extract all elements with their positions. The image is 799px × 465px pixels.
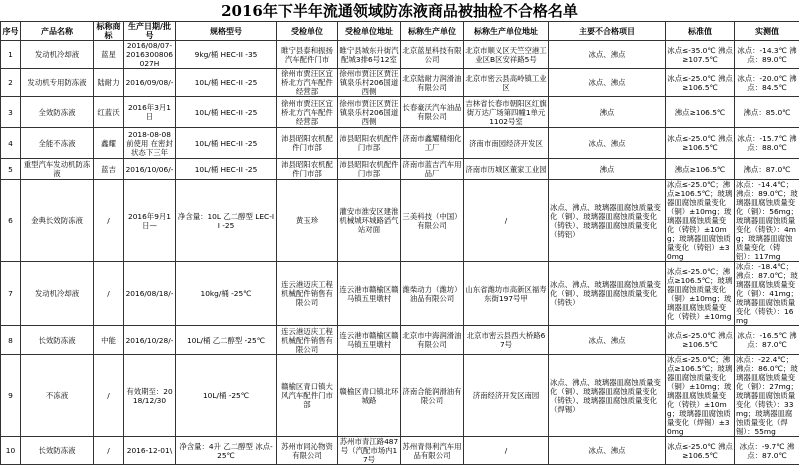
cell-measured-value: 冰点：-14.3℃ 沸点：89.0℃ xyxy=(735,41,799,69)
cell-manufacturer-address: 济南市南园经济开发区 xyxy=(464,128,549,159)
header-inspected-unit: 受检单位 xyxy=(277,22,338,41)
cell-manufacturer-address: 北京市密云县西大桥路67号 xyxy=(464,326,549,355)
cell-spec-model: 10L/桶 HEC-II -25 xyxy=(176,128,277,159)
cell-measured-value: 冰点：-16.5℃ 沸点：87.0℃ xyxy=(735,326,799,355)
header-manufacturer: 标称生产单位 xyxy=(401,22,464,41)
cell-production-date: 2016年9月1日— xyxy=(124,180,176,262)
cell-measured-value: 沸点：87.0℃ xyxy=(735,159,799,180)
cell-seq: 7 xyxy=(1,262,21,326)
cell-product-name: 发动机冷却液 xyxy=(21,262,94,326)
results-table xyxy=(0,21,799,465)
cell-production-date: 2016/09/08/- xyxy=(124,69,176,97)
cell-manufacturer: 北京陆耐力润滑油有限公司 xyxy=(401,69,464,97)
cell-seq: 9 xyxy=(1,355,21,437)
cell-product-name: 重型汽车发动机防冻液 xyxy=(21,159,94,180)
cell-inspected-address: 徐州市贾汪区贾汪镇泉乐村206国道西侧 xyxy=(338,97,401,128)
document-title: 2016年下半年流通领域防冻液商品被抽检不合格名单 xyxy=(0,2,799,20)
header-failed-items: 主要不合格项目 xyxy=(549,22,666,41)
table-row xyxy=(1,41,799,69)
cell-failed-items: 冰点、沸点 xyxy=(549,437,666,465)
cell-inspected-unit: 沛县昭阳农机配件门市部 xyxy=(277,128,338,159)
header-production-date: 生产日期/批号 xyxy=(124,22,176,41)
header-standard-value: 标准值 xyxy=(666,22,735,41)
cell-seq: 5 xyxy=(1,159,21,180)
cell-standard-value: 沸点≥106.5℃ xyxy=(666,97,735,128)
cell-failed-items: 沸点 xyxy=(549,97,666,128)
cell-seq: 1 xyxy=(1,41,21,69)
cell-brand: / xyxy=(94,262,124,326)
cell-standard-value: 冰点≤-25.0℃；沸点≥106.5℃；玻璃器皿腐蚀质量变化（铜）±10mg；玻璃器皿腐蚀质量变化（铸铁）±10mg；玻璃器皿腐蚀质量变化（焊锡）±30mg xyxy=(666,355,735,437)
cell-production-date: 2018-08-08 前使用 在密封状态下三年 xyxy=(124,128,176,159)
cell-product-name: 金典长效防冻液 xyxy=(21,180,94,262)
table-row xyxy=(1,437,799,465)
cell-manufacturer: 三美科技（中国）有限公司 xyxy=(401,180,464,262)
cell-manufacturer: 济南市鑫耀精细化工厂 xyxy=(401,128,464,159)
cell-failed-items: 冰点、沸点、玻璃器皿腐蚀质量变化（铜）、玻璃器皿腐蚀质量变化（铸铁） xyxy=(549,262,666,326)
cell-measured-value: 冰点：-14.4℃；沸点：89.0℃；玻璃器皿腐蚀质量变化（铜）：56mg；玻璃器皿腐蚀质量变化（铸铁）：4mg；玻璃器皿腐蚀质量变化（铸铝）：117mg xyxy=(735,180,799,262)
cell-failed-items: 冰点、沸点 xyxy=(549,326,666,355)
cell-product-name: 全能不冻液 xyxy=(21,128,94,159)
table-row xyxy=(1,69,799,97)
table-row xyxy=(1,262,799,326)
cell-failed-items: 冰点、沸点 xyxy=(549,41,666,69)
cell-measured-value: 冰点：-15.7℃ 沸点：88.0℃ xyxy=(735,128,799,159)
cell-standard-value: 冰点≤-25.0℃；沸点≥106.5℃；玻璃器皿腐蚀质量变化（铜）±10mg；玻璃器皿腐蚀质量变化（铸铁）±10mg xyxy=(666,262,735,326)
cell-failed-items: 冰点、沸点 xyxy=(549,69,666,97)
cell-failed-items: 冰点、沸点 xyxy=(549,128,666,159)
cell-brand: / xyxy=(94,355,124,437)
cell-product-name: 发动机专用防冻液 xyxy=(21,69,94,97)
cell-standard-value: 冰点≤-35.0℃ 沸点≥107.5℃ xyxy=(666,41,735,69)
cell-inspected-address: 连云港市赣榆区赣马镇五里墩村 xyxy=(338,326,401,355)
cell-manufacturer-address: 山东省潍坊市高新区福寿东街197号甲 xyxy=(464,262,549,326)
table-body xyxy=(1,41,799,465)
cell-manufacturer: 苏州青得利汽车用品有限公司 xyxy=(401,437,464,465)
table-row xyxy=(1,97,799,128)
cell-seq: 2 xyxy=(1,69,21,97)
cell-inspected-address: 沛县昭阳农机配件门市部 xyxy=(338,159,401,180)
cell-inspected-unit: 睢宁县泰和振扬汽车配件门市 xyxy=(277,41,338,69)
cell-inspected-address: 连云港市赣榆区赣马镇五里墩村 xyxy=(338,262,401,326)
cell-manufacturer: 长春豪沃汽车油品有限公司 xyxy=(401,97,464,128)
cell-inspected-unit: 赣榆区青口镇大风汽车配件门市部 xyxy=(277,355,338,437)
table-header-row xyxy=(1,22,799,41)
cell-spec-model: 10L/桶 HEC-II -25 xyxy=(176,97,277,128)
cell-standard-value: 冰点≤-25.0℃ 沸点≥106.5℃ xyxy=(666,69,735,97)
cell-inspected-unit: 连云港迈庆工程机械配件销售有限公司 xyxy=(277,326,338,355)
cell-inspected-address: 沛县昭阳农机配件门市部 xyxy=(338,128,401,159)
cell-standard-value: 冰点≤-25.0℃ 沸点≥106.5℃ xyxy=(666,326,735,355)
cell-manufacturer-address: / xyxy=(464,437,549,465)
cell-standard-value: 冰点≤-25.0℃ 沸点≥106.5℃ xyxy=(666,437,735,465)
cell-manufacturer-address: 北京市顺义区天竺空港工业区B区安祥路5号 xyxy=(464,41,549,69)
cell-spec-model: 净含量：10L 乙二醇型 LEC-II -25 xyxy=(176,180,277,262)
cell-brand: / xyxy=(94,180,124,262)
table-row xyxy=(1,355,799,437)
cell-measured-value: 冰点：-9.7℃ 沸点：87.0℃ xyxy=(735,437,799,465)
cell-manufacturer-address: 北京市密云县高岭镇工业区 xyxy=(464,69,549,97)
cell-spec-model: 9kg/桶 HEC-II -35 xyxy=(176,41,277,69)
cell-inspected-address: 灌安市淮安区建淮机械城环城路滔气站对面 xyxy=(338,180,401,262)
cell-seq: 4 xyxy=(1,128,21,159)
cell-manufacturer: 潍柴动力（潍坊）油品有限公司 xyxy=(401,262,464,326)
cell-spec-model: 10L/桶 -25℃ xyxy=(176,355,277,437)
cell-manufacturer-address: 济南市历城区董家工业园 xyxy=(464,159,549,180)
header-seq: 序号 xyxy=(1,22,21,41)
cell-inspected-unit: 苏州市同沁物资有限公司 xyxy=(277,437,338,465)
table-row xyxy=(1,159,799,180)
cell-spec-model: 净含量：4升 乙二醇型 冰点-25℃ xyxy=(176,437,277,465)
cell-failed-items: 冰点、沸点、玻璃器皿腐蚀质量变化（铜）、玻璃器皿腐蚀质量变化（铸铁）、玻璃器皿腐蚀质量变化（焊锡） xyxy=(549,355,666,437)
cell-seq: 10 xyxy=(1,437,21,465)
header-product-name: 产品名称 xyxy=(21,22,94,41)
cell-product-name: 发动机冷却液 xyxy=(21,41,94,69)
cell-production-date: 2016-12-01\ xyxy=(124,437,176,465)
cell-standard-value: 沸点≥106.5℃ xyxy=(666,159,735,180)
cell-brand: 红蓝沃 xyxy=(94,97,124,128)
table-row xyxy=(1,326,799,355)
cell-product-name: 长效防冻液 xyxy=(21,437,94,465)
cell-inspected-address: 苏州市青江路487号（汽配市场内17号 xyxy=(338,437,401,465)
cell-brand: / xyxy=(94,437,124,465)
cell-manufacturer: 北京市中海润滑油有限公司 xyxy=(401,326,464,355)
cell-production-date: 2016年3月1日 xyxy=(124,97,176,128)
cell-inspected-address: 睢宁县城东升街汽配城3排6号12室 xyxy=(338,41,401,69)
cell-measured-value: 沸点：85.0℃ xyxy=(735,97,799,128)
cell-manufacturer: 济南合能润滑油有限公司 xyxy=(401,355,464,437)
cell-brand: 蓝星 xyxy=(94,41,124,69)
cell-inspected-unit: 徐州市贾汪区宜桥北方汽车配件经营部 xyxy=(277,69,338,97)
cell-production-date: 2016/10/06/- xyxy=(124,159,176,180)
cell-production-date: 2016/08/18/- xyxy=(124,262,176,326)
header-measured-value: 实测值 xyxy=(735,22,799,41)
cell-manufacturer-address: 吉林省长春市朝阳区红旗街万达广场第四幢1单元1102号室 xyxy=(464,97,549,128)
cell-spec-model: 10L/桶 乙二醇型 -25℃ xyxy=(176,326,277,355)
cell-inspected-unit: 黄玉珍 xyxy=(277,180,338,262)
cell-standard-value: 冰点≤-25.0℃ 沸点≥106.5℃ xyxy=(666,128,735,159)
table-row xyxy=(1,180,799,262)
cell-seq: 8 xyxy=(1,326,21,355)
cell-brand: 中能 xyxy=(94,326,124,355)
cell-manufacturer: 济南市蓝吉汽车用品厂 xyxy=(401,159,464,180)
cell-measured-value: 冰点：-22.4℃；沸点：86.0℃；玻璃器皿腐蚀质量变化（铜）：27mg；玻璃器皿腐蚀质量变化（铸铁）：33mg；玻璃器皿腐蚀质量变化（焊锡）：55mg xyxy=(735,355,799,437)
header-spec-model: 规格型号 xyxy=(176,22,277,41)
cell-failed-items: 冰点、沸点、玻璃器皿腐蚀质量变化（铜）、玻璃器皿腐蚀质量变化（铸铁）、玻璃器皿腐蚀质量变化（铸铝） xyxy=(549,180,666,262)
cell-inspected-unit: 沛县昭阳农机配件门市部 xyxy=(277,159,338,180)
cell-seq: 6 xyxy=(1,180,21,262)
cell-inspected-address: 徐州市贾汪区贾汪镇泉乐村206国道西侧 xyxy=(338,69,401,97)
cell-production-date: 2016/10/28/- xyxy=(124,326,176,355)
cell-product-name: 不冻液 xyxy=(21,355,94,437)
cell-spec-model: 10kg/桶 -25℃ xyxy=(176,262,277,326)
cell-standard-value: 冰点≤-25.0℃；沸点≥106.5℃；玻璃器皿腐蚀质量变化（铜）±10mg；玻璃器皿腐蚀质量变化（铸铁）±10mg；玻璃器皿腐蚀质量变化（铸铝）±30mg xyxy=(666,180,735,262)
cell-production-date: 2016/08/07-2016300806027H xyxy=(124,41,176,69)
cell-manufacturer-address: / xyxy=(464,180,549,262)
cell-measured-value: 冰点：-18.4℃；沸点：87.0℃；玻璃器皿腐蚀质量变化（铜）：41mg；玻璃器皿腐蚀质量变化（铸铁）：16mg xyxy=(735,262,799,326)
header-brand: 标称商标 xyxy=(94,22,124,41)
cell-spec-model: 10L/桶 HEC-II -25 xyxy=(176,69,277,97)
cell-inspected-unit: 连云港迈庆工程机械配件销售有限公司 xyxy=(277,262,338,326)
cell-manufacturer: 北京蓝星科技有限公司 xyxy=(401,41,464,69)
cell-brand: 蓝吉 xyxy=(94,159,124,180)
cell-brand: 陆耐力 xyxy=(94,69,124,97)
cell-product-name: 长效防冻液 xyxy=(21,326,94,355)
header-inspected-address: 受检单位地址 xyxy=(338,22,401,41)
cell-production-date: 有效期至：2018/12/30 xyxy=(124,355,176,437)
cell-manufacturer-address: 济南经济开发区南园 xyxy=(464,355,549,437)
cell-inspected-address: 赣榆区青口镇北环城路 xyxy=(338,355,401,437)
cell-seq: 3 xyxy=(1,97,21,128)
cell-measured-value: 冰点：-20.0℃ 沸点：84.5℃ xyxy=(735,69,799,97)
cell-spec-model: 10L/桶 HEC-II -25 xyxy=(176,159,277,180)
cell-inspected-unit: 徐州市贾汪区宜桥北方汽车配件经营部 xyxy=(277,97,338,128)
cell-failed-items: 沸点 xyxy=(549,159,666,180)
cell-product-name: 全效防冻液 xyxy=(21,97,94,128)
table-row xyxy=(1,128,799,159)
header-manufacturer-address: 标称生产单位地址 xyxy=(464,22,549,41)
cell-brand: 鑫耀 xyxy=(94,128,124,159)
